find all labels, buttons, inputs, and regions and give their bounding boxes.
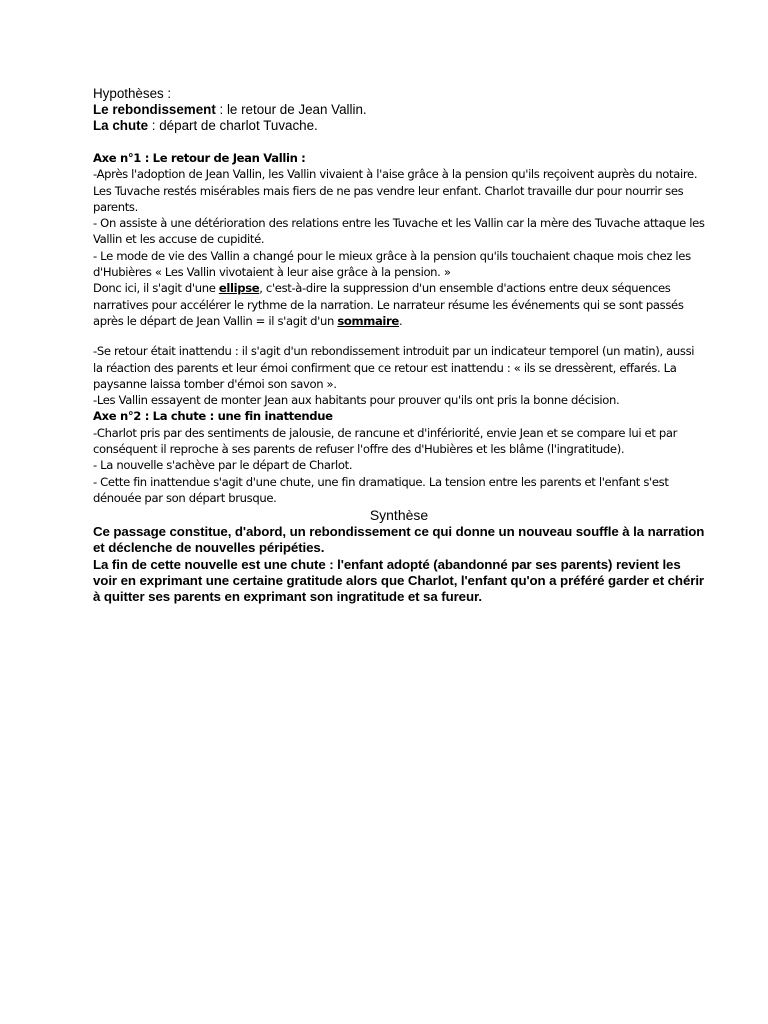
hypothesis-text-2: : départ de charlot Tuvache. <box>148 118 318 133</box>
hypotheses-section <box>93 86 705 134</box>
synthese-title: Synthèse <box>369 507 429 524</box>
axe2-paragraph-3: - Cette fin inattendue s'agit d'une chute, une fin dramatique. La tension entre les parents et l'enfant s'est dénouée par son départ brusque. <box>93 474 669 505</box>
axe1-paragraph-1: -Après l'adoption de Jean Vallin, les Vallin vivaient à l'aise grâce à la pension qu'ils reçoivent auprès du notaire. Les Tuvache restés misérables mais fiers de ne pas vendre leur enfant. Charlot travaille dur pour nourrir ses parents. <box>93 167 698 214</box>
document-page <box>93 86 705 605</box>
axe1-p4-text-c: . <box>398 313 403 328</box>
axe2-paragraph-2: - La nouvelle s'achève par le départ de Charlot. <box>93 458 353 473</box>
axe1-p4-text-a: Donc ici, il s'agit d'une <box>93 281 219 296</box>
axe2-paragraph-1: -Charlot pris par des sentiments de jalousie, de rancune et d'infériorité, envie Jean et se compare lui et par conséquent il reproche à ses parents de refuser l'offre des d'Hubières et les blâme (l'ingratitude). <box>93 425 678 457</box>
axe2-section <box>93 408 705 506</box>
term-sommaire: sommaire <box>337 313 399 328</box>
synthese-section <box>93 506 705 605</box>
synthese-paragraph-2: La fin de cette nouvelle est une chute : l'enfant adopté (abandonné par ses parents) revient les voir en exprimant une certaine gratitude alors que Charlot, l'enfant qu'on a préféré garder et chérir à quitter ses parents en exprimant son ingratitude et sa fureur. <box>93 556 704 605</box>
axe1-paragraph-6: -Les Vallin essayent de monter Jean aux habitants pour prouver qu'ils ont pris la bonne décision. <box>93 393 620 408</box>
hypothesis-text-1: : le retour de Jean Vallin. <box>215 102 367 117</box>
axe1-p4-text-b: , c'est-à-dire la suppression d'un ensemble d'actions entre deux séquences narratives pour accélérer le rythme de la narration. Le narrateur résume les événements qui se sont passés après le départ de Jean Vallin = il s'agit d'un <box>93 281 684 328</box>
axe2-title: Axe n°2 : La chute : une fin inattendue <box>93 409 333 424</box>
axe1-paragraph-4 <box>93 280 705 329</box>
hypotheses-heading: Hypothèses : <box>93 86 172 101</box>
hypothesis-term-rebondissement: Le rebondissement <box>93 102 216 117</box>
hypothesis-term-chute: La chute <box>93 118 149 133</box>
hypothesis-line-2 <box>93 118 705 134</box>
hypothesis-line-1 <box>93 102 705 118</box>
term-ellipse: ellipse <box>218 281 260 296</box>
axe1-paragraph-5: -Se retour était inattendu : il s'agit d'un rebondissement introduit par un indicateur temporel (un matin), aussi la réaction des parents et leur émoi confirment que ce retour est inattendu : « ils se dressèrent, effarés. La paysanne laissa tomber d'émoi son savon ». <box>93 344 695 391</box>
axe1-section <box>93 150 705 408</box>
axe1-paragraph-2: - On assiste à une détérioration des relations entre les Tuvache et les Vallin car la mère des Tuvache attaque les Vallin et les accuse de cupidité. <box>93 216 705 247</box>
synthese-paragraph-1: Ce passage constitue, d'abord, un rebondissement ce qui donne un nouveau souffle à la narration et déclenche de nouvelles péripéties. <box>93 524 705 556</box>
axe1-paragraph-3: - Le mode de vie des Vallin a changé pour le mieux grâce à la pension qu'ils touchaient chaque mois chez les d'Hubières « Les Vallin vivotaient à leur aise grâce à la pension. » <box>93 248 691 280</box>
axe1-title: Axe n°1 : Le retour de Jean Vallin : <box>93 151 306 165</box>
